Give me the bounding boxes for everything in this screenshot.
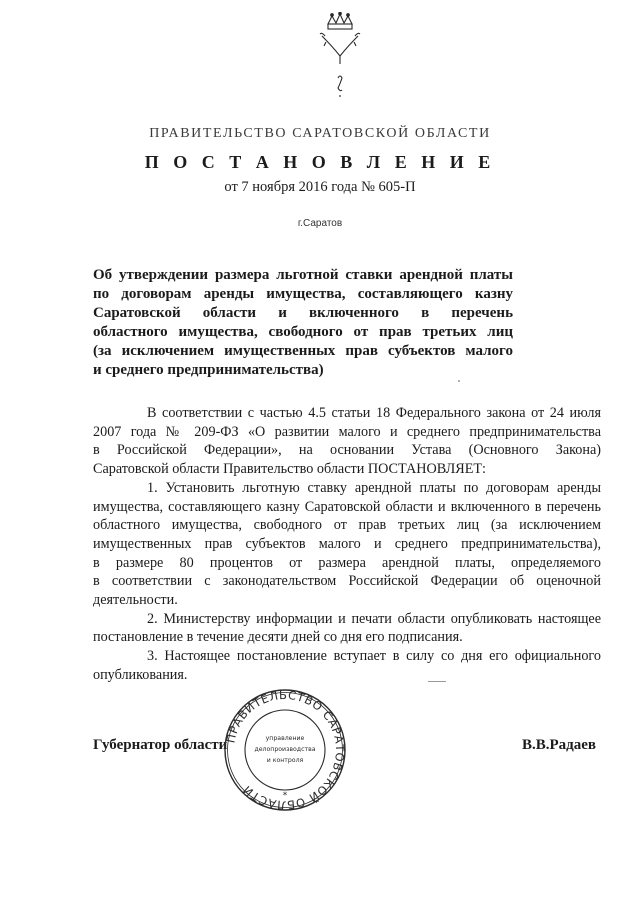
- title-line: и среднего предпринимательства): [93, 362, 324, 378]
- body-line: 2. Министерству информации и печати области опубликовать настоящее: [147, 610, 601, 627]
- body-line: в соответствии с законодательством Российской Федерации об оценочной: [93, 573, 601, 590]
- title-line: (за исключением имущественных прав субъектов малого: [93, 343, 513, 359]
- body-line: 3. Настоящее постановление вступает в силу со дня его официального: [147, 648, 601, 665]
- signatory-position: Губернатор области: [93, 737, 228, 753]
- seal-inner-line: делопроизводства: [254, 746, 316, 753]
- seal-outer-text: ПРАВИТЕЛЬСТВО САРАТОВСКОЙ ОБЛАСТИ: [223, 688, 348, 812]
- document-city: г.Саратов: [297, 218, 343, 229]
- item-3-paragraph: [93, 647, 601, 684]
- government-name: ПРАВИТЕЛЬСТВО САРАТОВСКОЙ ОБЛАСТИ: [149, 126, 491, 141]
- title-line: Об утверждении размера льготной ставки арендной платы: [93, 267, 513, 283]
- title-line: по договорам аренды имущества, составляющего казну: [93, 286, 513, 302]
- seal-inner-line: и контроля: [266, 757, 304, 764]
- body-line: 2007 года № 209-ФЗ «О развитии малого и среднего предпринимательства: [93, 423, 601, 440]
- signatory-name: В.В.Радаев: [522, 737, 597, 753]
- body-line: деятельности.: [93, 592, 178, 609]
- title-line: областного имущества, свободного от прав третьих лиц: [93, 324, 513, 340]
- item-1-paragraph: [93, 479, 601, 610]
- body-line: 1. Установить льготную ставку арендной платы по договорам аренды: [147, 479, 601, 496]
- title-line: Саратовской области и включенного в перечень: [93, 305, 513, 321]
- body-line: имущественных прав субъектов малого и среднего предпринимательства),: [93, 535, 601, 552]
- body-line: постановление в течение десяти дней со дня его подписания.: [93, 629, 463, 646]
- scan-mark: [458, 380, 460, 382]
- body-line: Саратовской области Правительство области ПОСТАНОВЛЯЕТ:: [93, 461, 486, 478]
- document-title: [93, 266, 513, 380]
- body-line: В соответствии с частью 4.5 статьи 18 Федерального закона от 24 июля: [147, 405, 601, 421]
- body-line: областного имущества, свободного от прав третьих лиц (за исключением: [93, 517, 601, 534]
- body-line: имущества, составляющего казну Саратовской области и включенного в перечень: [93, 498, 601, 515]
- svg-text:*: *: [282, 791, 288, 801]
- body-line: в размере 80 процентов от размера арендной платы, определяемого: [93, 554, 601, 571]
- official-seal-icon: [216, 688, 354, 812]
- item-2-paragraph: [93, 610, 601, 647]
- scan-mark: [428, 681, 446, 682]
- preamble-paragraph: [93, 404, 601, 479]
- coat-of-arms-icon: [314, 12, 366, 104]
- body-line: опубликования.: [93, 666, 188, 683]
- seal-inner-line: управление: [265, 735, 305, 742]
- document-date-number: от 7 ноября 2016 года № 605-П: [224, 179, 416, 195]
- document-type: П О С Т А Н О В Л Е Н И Е: [144, 152, 496, 172]
- document-body: [93, 404, 601, 685]
- body-line: в Российской Федерации», на основании Устава (Основного Закона): [93, 442, 601, 459]
